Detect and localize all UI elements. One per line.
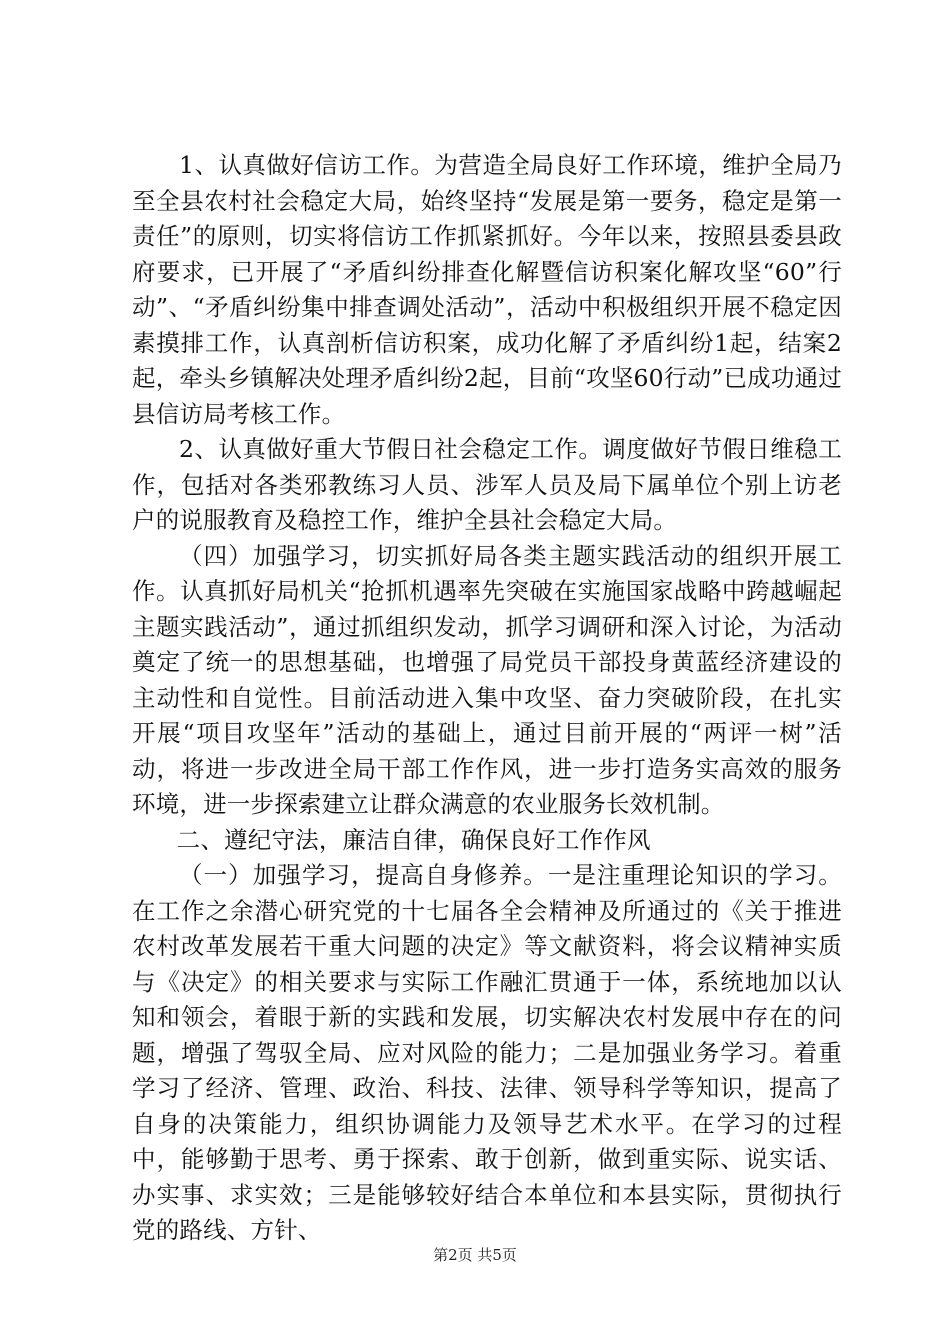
paragraph-theme-practice: （四）加强学习，切实抓好局各类主题实践活动的组织开展工作。认真抓好局机关“抢抓机遇率先突破在实施国家战略中跨越崛起主题实践活动”，通过抓组织发动，抓学习调研和深入讨论，为活动奠定了统一的思想基础，也增强了局党员干部投身黄蓝经济建设的主动性和自觉性。目前活动进入集中攻坚、奋力突破阶段，在扎实开展“项目攻坚年”活动的基础上，通过目前开展的“两评一树”活动，将进一步改进全局干部工作作风，进一步打造务实高效的服务环境，进一步探索建立让群众满意的农业服务长效机制。 bbox=[132, 541, 842, 818]
page-footer bbox=[0, 1244, 950, 1265]
paragraph-holiday-stability: 2、认真做好重大节假日社会稳定工作。调度做好节假日维稳工作，包括对各类邪教练习人员、涉军人员及局下属单位个别上访老户的说服教育及稳控工作，维护全县社会稳定大局。 bbox=[132, 435, 842, 534]
paragraph-study-self-cultivation: （一）加强学习，提高自身修养。一是注重理论知识的学习。在工作之余潜心研究党的十七届各全会精神及所通过的《关于推进农村改革发展若干重大问题的决定》等文献资料，将会议精神实质与《决定》的相关要求与实际工作融汇贯通于一体，系统地加以认知和领会，着眼于新的实践和发展，切实解决农村发展中存在的问题，增强了驾驭全局、应对风险的能力；二是加强业务学习。着重学习了经济、管理、政治、科技、法律、领导科学等知识，提高了自身的决策能力，组织协调能力及领导艺术水平。在学习的过程中，能够勤于思考、勇于探索、敢于创新，做到重实际、说实话、办实事、求实效；三是能够较好结合本单位和本县实际，贯彻执行党的路线、方针、 bbox=[132, 861, 842, 1244]
paragraph-petition-work: 1、认真做好信访工作。为营造全局良好工作环境，维护全局乃至全县农村社会稳定大局，始终坚持“发展是第一要务，稳定是第一责任”的原则，切实将信访工作抓紧抓好。今年以来，按照县委县政府要求，已开展了“矛盾纠纷排查化解暨信访积案化解攻坚“60”行动”、“矛盾纠纷集中排查调处活动”，活动中积极组织开展不稳定因素摸排工作，认真剖析信访积案，成功化解了矛盾纠纷1起，结案2起，牵头乡镇解决处理矛盾纠纷2起，目前“攻坚60行动”已成功通过县信访局考核工作。 bbox=[132, 151, 842, 428]
document-body bbox=[132, 148, 842, 1249]
section-heading-discipline: 二、遵纪守法，廉洁自律，确保良好工作作风 bbox=[176, 825, 651, 854]
page-number: 第2页 bbox=[433, 1246, 473, 1264]
page-total: 共5页 bbox=[477, 1246, 517, 1264]
